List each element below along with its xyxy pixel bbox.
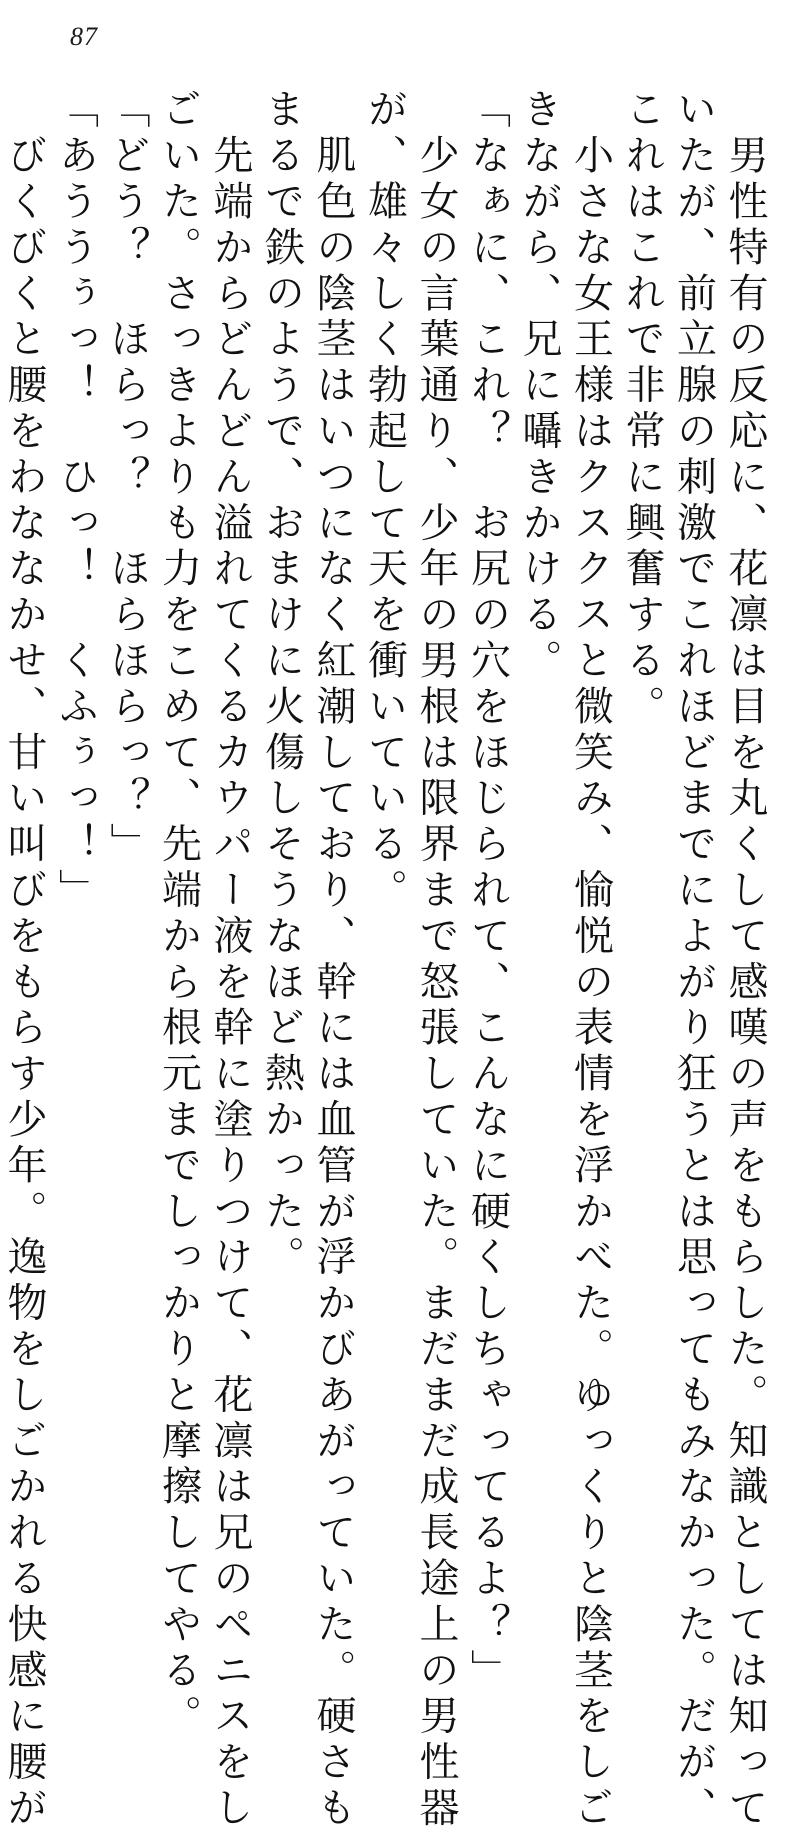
- text-line: 「どう？ ほらっ？ ほらほらっ？」: [104, 88, 150, 869]
- text-line: 「あううぅっ！ ひっ！ くふぅっ！」: [52, 88, 99, 915]
- text-line: 「なぁに、これ？ お尻の穴をほじられて、こんなに硬くしちゃってるよ？」: [464, 88, 511, 1695]
- text-line: 先端からどんどん溢れてくるカウパー液を幹に塗りつけて、花凛は兄のペニスをし: [207, 88, 253, 1832]
- text-line: びくびくと腰をわななかせ、甘い叫びをもらす少年。逸物をしごかれる快感に腰が: [1, 88, 47, 1832]
- text-line: 小さな女王様はクスクスと微笑み、愉悦の表情を浮かべた。ゆっくりと陰茎をしご: [567, 88, 614, 1832]
- text-line: 肌色の陰茎はいつになく紅潮しており、幹には血管が浮かびあがっていた。硬さも: [310, 88, 356, 1832]
- text-line: 男性特有の反応に、花凛は目を丸くして感嘆の声をもらした。知識としては知って: [722, 88, 768, 1832]
- page-number: 87: [70, 22, 98, 51]
- text-line: が、雄々しく勃起して天を衝いている。: [361, 88, 408, 915]
- text-line: まるで鉄のようで、おまけに火傷しそうなほど熱かった。: [258, 88, 305, 1282]
- vertical-text-body: [1, 88, 770, 1832]
- text-line: いたが、前立腺の刺激でこれほどまでによがり狂うとは思ってもみなかった。だが、: [670, 88, 717, 1832]
- text-line: これはこれで非常に興奮する。: [619, 88, 665, 731]
- text-line: ごいた。さっきよりも力をこめて、先端から根元までしっかりと摩擦してやる。: [155, 88, 202, 1741]
- text-line: きながら、兄に囁きかける。: [516, 88, 562, 685]
- text-line: 少女の言葉通り、少年の男根は限界まで怒張していた。まだまだ成長途上の男性器: [413, 88, 459, 1832]
